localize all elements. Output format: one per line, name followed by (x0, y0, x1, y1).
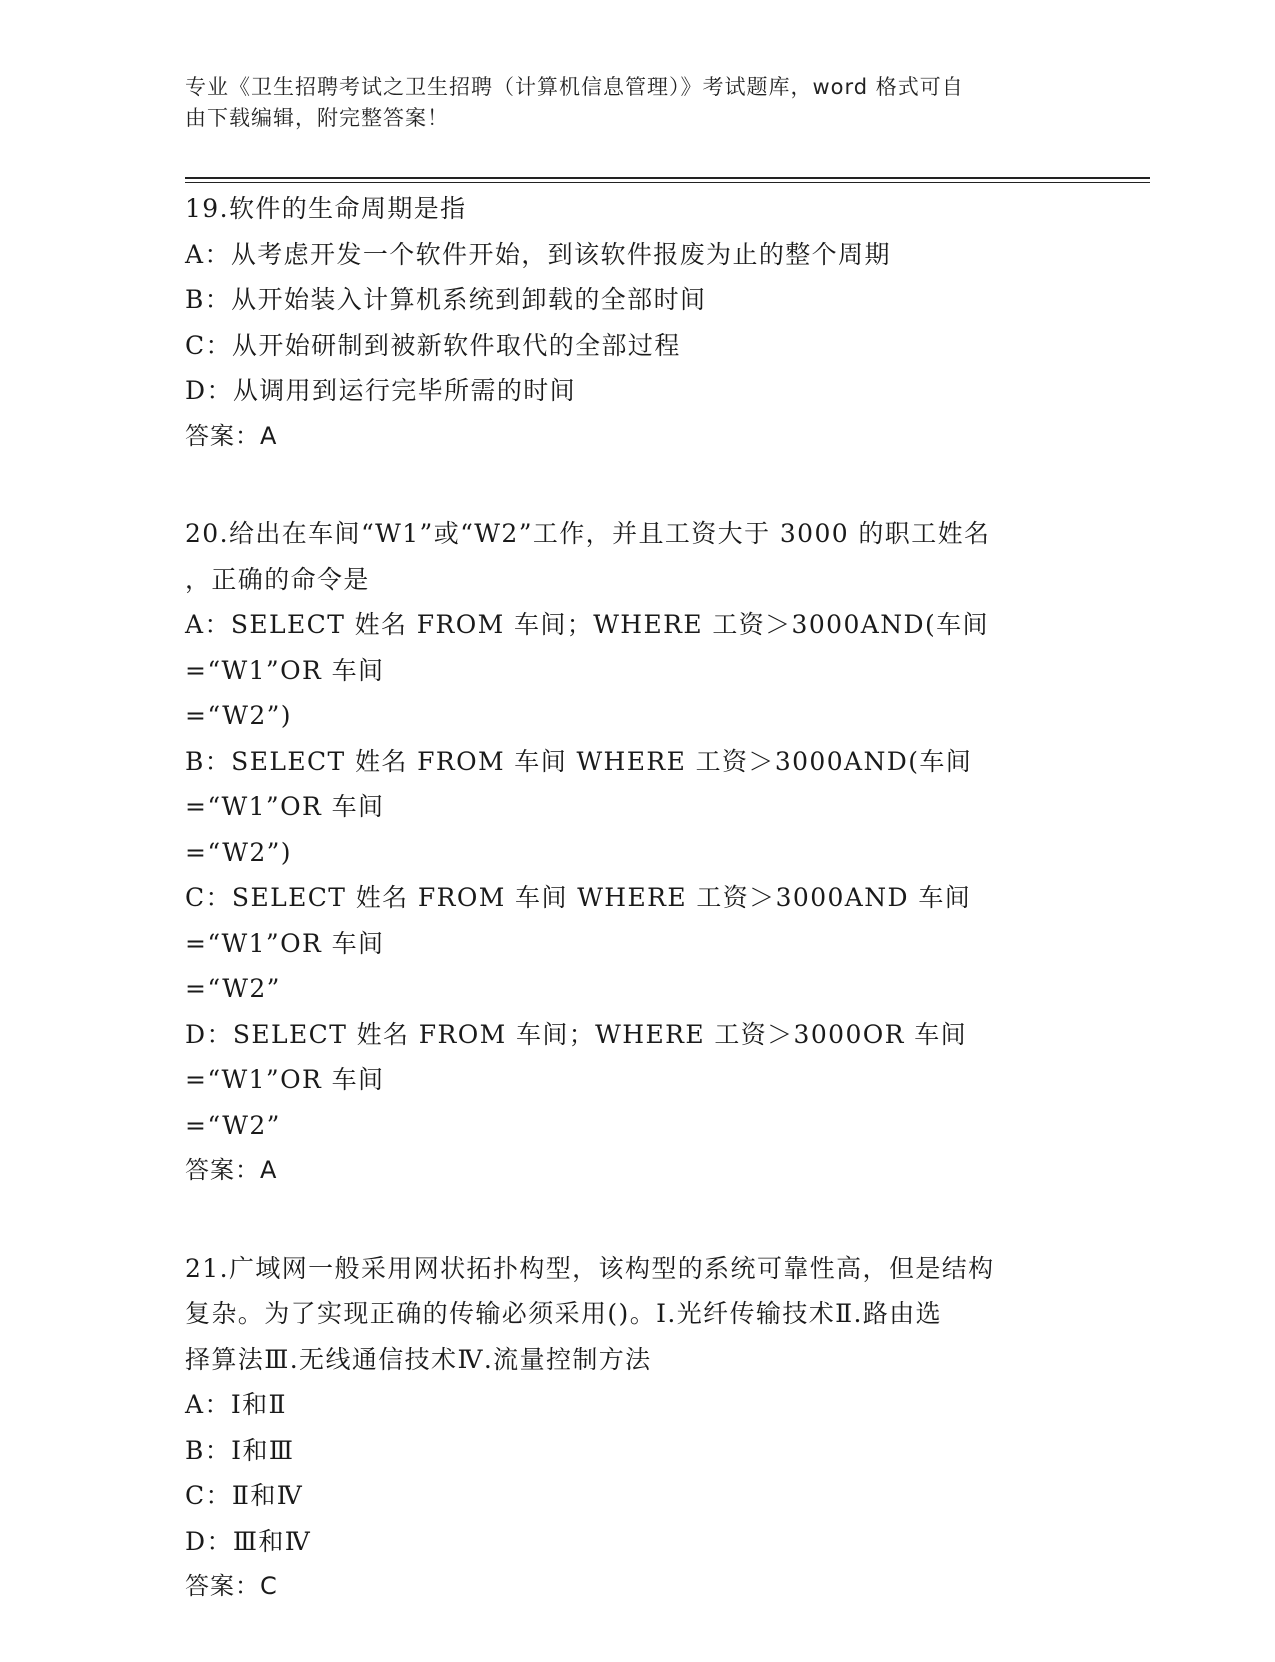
answer-line (185, 1148, 1085, 1194)
option-a: A：Ⅰ和Ⅱ (185, 1390, 287, 1419)
header-line-1: 专业《卫生招聘考试之卫生招聘（计算机信息管理）》考试题库，word 格式可自 (185, 75, 964, 99)
option-d: D：从调用到运行完毕所需的时间 (185, 376, 577, 405)
option-b: B：Ⅰ和Ⅲ (185, 1435, 295, 1465)
option-d: D：SELECT 姓名 FROM 车间；WHERE 工资＞3000OR 车间=“W1”OR 车间 (185, 1019, 968, 1094)
option-d: D：Ⅲ和Ⅳ (185, 1526, 312, 1556)
option-a: A：SELECT 姓名 FROM 车间；WHERE 工资＞3000AND(车间=“W1”OR 车间 (185, 610, 989, 685)
answer-label: 答案： (185, 1572, 260, 1600)
answer-value: A (260, 421, 278, 450)
option-d-cont: =“W2” (185, 1110, 281, 1140)
document-header (185, 72, 1065, 134)
option-a-cont: =“W2”) (185, 701, 292, 730)
question-19 (185, 186, 1085, 459)
answer-value: A (260, 1156, 278, 1184)
option-b: B：从开始装入计算机系统到卸载的全部时间 (185, 285, 707, 314)
option-a: A：从考虑开发一个软件开始，到该软件报废为止的整个周期 (185, 239, 891, 269)
answer-label: 答案： (185, 1156, 260, 1184)
answer-line (185, 414, 1085, 460)
question-text: 21.广域网一般采用网状拓扑构型，该构型的系统可靠性高，但是结构 (185, 1253, 995, 1283)
option-b-cont: =“W2”) (185, 837, 292, 867)
option-c-cont: =“W2” (185, 974, 281, 1003)
answer-value: C (260, 1572, 278, 1600)
option-c: C：Ⅱ和Ⅳ (185, 1481, 304, 1510)
question-text-cont-2: 择算法Ⅲ.无线通信技术Ⅳ.流量控制方法 (185, 1344, 652, 1374)
question-text: 20.给出在车间“W1”或“W2”工作，并且工资大于 3000 的职工姓名 (185, 519, 991, 548)
question-text-cont: ，正确的命令是 (185, 564, 370, 594)
question-text: 19.软件的生命周期是指 (185, 194, 467, 223)
answer-label: 答案： (185, 421, 260, 450)
header-line-2: 由下载编辑，附完整答案！ (185, 106, 449, 130)
answer-line (185, 1564, 1085, 1610)
option-c: C：SELECT 姓名 FROM 车间 WHERE 工资＞3000AND 车间=“W1”OR 车间 (185, 883, 972, 958)
question-text-cont-1: 复杂。为了实现正确的传输必须采用()。Ⅰ.光纤传输技术Ⅱ.路由选 (185, 1299, 943, 1328)
question-20 (185, 511, 1085, 1194)
option-c: C：从开始研制到被新软件取代的全部过程 (185, 330, 681, 360)
question-list (185, 186, 1085, 1662)
header-divider-thin (185, 182, 1150, 183)
header-divider-thick (185, 177, 1150, 179)
question-21 (185, 1246, 1085, 1610)
option-b: B：SELECT 姓名 FROM 车间 WHERE 工资＞3000AND(车间=“W1”OR 车间 (185, 746, 973, 821)
